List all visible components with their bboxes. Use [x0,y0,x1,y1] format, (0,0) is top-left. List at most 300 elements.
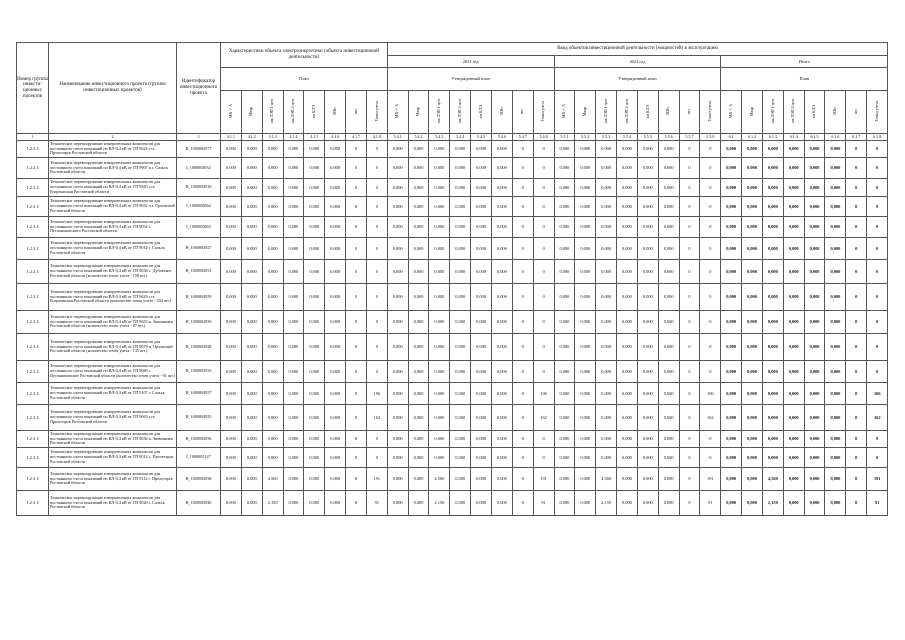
project-name-cell: Техническое перевооружение измерительных комплексов для постоянного счета показаний по ВЛ-0,4 кВ от ТП 9020 г. Сальск Ростовской области [49,491,177,516]
table-header [17,43,888,141]
value-cell: 0 [512,284,533,311]
value-cell: 0,000 [450,491,471,516]
value-cell: 0,000 [408,141,429,158]
column-number: 6.1.5 [804,134,825,141]
value-cell: 0,000 [825,197,846,217]
value-cell: 0,000 [783,431,804,448]
header-label: км КЛЭ [477,104,483,119]
value-cell: 0 [700,334,721,361]
value-cell: 0,000 [283,448,304,468]
value-cell: 0 [679,383,700,405]
header-label: Точки учета [540,101,546,122]
value-cell: 0 [700,361,721,383]
value-cell: 0,000 [721,217,742,238]
value-cell: 0,000 [554,311,575,334]
value-cell: 0 [533,361,554,383]
value-cell: 0,000 [408,284,429,311]
group-cell: 1.2.3.3 [17,217,49,238]
column-number: 6.1.8 [867,134,888,141]
value-cell: 0,000 [637,431,658,448]
value-cell: 0,000 [450,197,471,217]
column-number: 4.1.6 [325,134,346,141]
value-cell: 0 [679,179,700,197]
value-cell: 0,000 [721,238,742,260]
value-cell: 0,000 [783,405,804,431]
project-id-cell: H_1000004940 [177,491,221,516]
value-cell: 0 [366,361,387,383]
value-cell: 0,000 [617,405,638,431]
value-cell: 191 [533,468,554,491]
value-cell: 0,000 [762,217,783,238]
header-label: МВ×А [227,104,233,119]
value-cell: 0,000 [283,197,304,217]
value-cell: 0,000 [637,158,658,179]
value-cell: 0,000 [241,468,262,491]
project-id-cell: H_1000004938 [177,468,221,491]
value-cell: 0,000 [742,311,763,334]
unit-header [221,91,242,134]
value-cell: 0,000 [742,361,763,383]
value-cell: 0 [512,141,533,158]
value-cell: 0,000 [804,448,825,468]
column-number: 5.4.1 [387,134,408,141]
value-cell: 0,000 [325,383,346,405]
value-cell: 0,000 [429,334,450,361]
value-cell: 0,000 [617,260,638,284]
value-cell: 0 [679,448,700,468]
value-cell: 191 [867,468,888,491]
value-cell: 0,000 [221,141,242,158]
unit-header [658,91,679,134]
value-cell: 0 [533,179,554,197]
value-cell: 0 [512,383,533,405]
value-cell: 0,000 [408,334,429,361]
value-cell: 0,000 [304,179,325,197]
value-cell: 4,560 [429,468,450,491]
value-cell: 0,000 [762,284,783,311]
value-cell: 0,000 [658,334,679,361]
value-cell: 0,000 [471,405,492,431]
value-cell: 0,000 [221,238,242,260]
value-cell: 0,000 [221,197,242,217]
value-cell: 0,000 [325,405,346,431]
value-cell: 0,000 [471,141,492,158]
value-cell: 0 [679,260,700,284]
header-label: Точки учета [707,101,713,122]
project-name-cell: Техническое перевооружение измерительных комплексов для постоянного счета показаний по ВЛ-0,4 кВ от ТП 9624 г.ст. Пролетарск Ростовской области [49,141,177,158]
value-cell: 0,000 [221,468,242,491]
header-label: км ЛЭП 1-цеп [269,99,275,124]
value-cell: 0 [366,197,387,217]
column-number: 6.1 [721,134,742,141]
value-cell: 0,000 [262,179,283,197]
value-cell: 0 [867,311,888,334]
value-cell: 0,000 [804,468,825,491]
value-cell: 0 [867,260,888,284]
value-cell: 0,000 [804,260,825,284]
value-cell: 0,000 [617,383,638,405]
value-cell: 106 [867,383,888,405]
value-cell: 0 [366,260,387,284]
value-cell: 0,000 [637,448,658,468]
table-row [17,431,888,448]
value-cell: 0,000 [783,334,804,361]
value-cell: 0 [512,260,533,284]
value-cell: 0,000 [554,284,575,311]
value-cell: 0,000 [554,260,575,284]
value-cell: 0,000 [596,179,617,197]
header-label: МВт [665,107,671,116]
header-label: км КЛЭ [644,104,650,119]
value-cell: 0 [346,383,367,405]
value-cell: 0,000 [241,311,262,334]
column-number: 5.5.8 [700,134,721,141]
value-cell: 0,000 [325,431,346,448]
value-cell: 0,000 [325,197,346,217]
total-header: Итого [721,56,888,68]
value-cell: 0,000 [283,217,304,238]
value-cell: 0,000 [387,383,408,405]
value-cell: 0,000 [283,431,304,448]
value-cell: 0,000 [450,334,471,361]
value-cell: 0 [533,217,554,238]
value-cell: 0,000 [450,158,471,179]
value-cell: 0,000 [387,179,408,197]
group-cell: 1.2.3.3 [17,468,49,491]
value-cell: 0 [533,284,554,311]
value-cell: 0,000 [304,468,325,491]
value-cell: 0 [512,448,533,468]
value-cell: 0,000 [783,448,804,468]
value-cell: 0,000 [825,361,846,383]
column-number: 6.1.2 [742,134,763,141]
unit-header [575,91,596,134]
value-cell: 0,000 [491,284,512,311]
value-cell: 0 [679,238,700,260]
value-cell: 0 [700,284,721,311]
value-cell: 0,000 [429,158,450,179]
value-cell: 0,000 [325,491,346,516]
value-cell: 0,000 [325,334,346,361]
project-id-cell: H_1000004933 [177,361,221,383]
value-cell: 0,000 [429,431,450,448]
value-cell: 0,000 [721,334,742,361]
project-name-cell: Техническое перевооружение измерительных комплексов для постоянного счета показаний по ВЛ-0,4 кВ от ТП 9036 п. Зимовники Ростовской области [49,431,177,448]
value-cell: 0,000 [429,217,450,238]
group-cell: 1.2.3.3 [17,383,49,405]
value-cell: 0,000 [637,179,658,197]
value-cell: 0 [366,158,387,179]
value-cell: 0,000 [408,431,429,448]
value-cell: 0,000 [450,217,471,238]
value-cell: 0,000 [221,361,242,383]
unit-header [721,91,742,134]
header-label: км ЛЭП 1-цеп [436,99,442,124]
value-cell: 0,000 [325,361,346,383]
column-number: 5.5.6 [658,134,679,141]
value-cell: 0 [533,334,554,361]
value-cell: 0,000 [554,361,575,383]
value-cell: 0 [512,361,533,383]
value-cell: 0 [846,260,867,284]
table-row [17,179,888,197]
value-cell: 0,000 [429,284,450,311]
header-label: шт [686,109,692,114]
value-cell: 0,000 [637,468,658,491]
project-id-cell: H_1000004939 [177,284,221,311]
approved-plan-header: Утвержденный план [554,68,721,91]
unit-header [366,91,387,134]
project-id-cell: H_1000004928 [177,334,221,361]
value-cell: 0,000 [596,448,617,468]
value-cell: 0 [867,141,888,158]
value-cell: 0 [679,468,700,491]
value-cell: 0,000 [783,361,804,383]
plan-header: План [721,68,888,91]
value-cell: 0 [366,141,387,158]
value-cell: 0,000 [658,238,679,260]
value-cell: 0,000 [554,405,575,431]
value-cell: 0 [346,311,367,334]
value-cell: 0,000 [742,197,763,217]
header-label: Мвар [248,106,254,117]
value-cell: 0 [846,405,867,431]
unit-header [533,91,554,134]
value-cell: 0,000 [637,284,658,311]
unit-header [554,91,575,134]
unit-header [762,91,783,134]
value-cell: 0,000 [491,431,512,448]
value-cell: 0,000 [658,448,679,468]
value-cell: 0,000 [637,311,658,334]
value-cell: 0,000 [783,468,804,491]
value-cell: 0,000 [429,448,450,468]
project-id-header: Идентификатор инвестиционного проекта [177,43,221,134]
value-cell: 0,000 [658,217,679,238]
value-cell: 0,000 [742,405,763,431]
value-cell: 0,000 [304,141,325,158]
unit-header [867,91,888,134]
project-name-cell: Техническое перевооружение измерительных комплексов для постоянного счета показаний по ВЛ-0,4 кВ от ТП 9063 г.ст. Пролетарск Ростовской области [49,405,177,431]
value-cell: 0,000 [387,405,408,431]
value-cell: 0 [346,238,367,260]
value-cell: 4,560 [596,468,617,491]
header-label: шт [852,109,858,114]
header-label: км ЛЭП 2-цеп [290,99,296,124]
project-name-cell: Техническое перевооружение измерительных комплексов для постоянного счета показаний по ВЛ-0,4 кВ от ТП 9967 п.г. Сальск Ростовской области [49,158,177,179]
unit-header [742,91,763,134]
value-cell: 0,000 [429,311,450,334]
value-cell: 0,000 [825,238,846,260]
header-label: шт [352,109,358,114]
table-row [17,260,888,284]
value-cell: 0,000 [617,448,638,468]
value-cell: 0,000 [783,141,804,158]
value-cell: 0,000 [742,238,763,260]
value-cell: 0 [346,405,367,431]
value-cell: 0,000 [575,431,596,448]
value-cell: 0 [679,334,700,361]
value-cell: 0,000 [221,383,242,405]
unit-header [408,91,429,134]
table-row [17,361,888,383]
project-name-cell: Техническое перевооружение измерительных комплексов для постоянного счета показаний по ВЛ-0,4 кВ от ТП 9629 г.ст. Егорлыкская Ростовской области (количество точек учета - 204 шт.) [49,284,177,311]
group-cell: 1.2.3.3 [17,361,49,383]
value-cell: 0,000 [742,383,763,405]
group-cell: 1.2.3.3 [17,448,49,468]
value-cell: 0,000 [491,217,512,238]
value-cell: 0,000 [283,311,304,334]
value-cell: 0 [700,197,721,217]
column-number: 1 [17,134,49,141]
unit-header [471,91,492,134]
header-label: шт [519,109,525,114]
value-cell: 0,000 [450,431,471,448]
value-cell: 0 [867,197,888,217]
value-cell: 0,000 [783,179,804,197]
value-cell: 0,000 [617,361,638,383]
value-cell: 0,000 [721,260,742,284]
value-cell: 0,000 [241,383,262,405]
project-id-cell: H_1000004977 [177,141,221,158]
value-cell: 0,000 [596,405,617,431]
unit-header [325,91,346,134]
value-cell: 0,000 [617,491,638,516]
value-cell: 0,000 [658,383,679,405]
column-number: 5.5.3 [596,134,617,141]
value-cell: 0,000 [262,383,283,405]
value-cell: 162 [366,405,387,431]
value-cell: 0,000 [554,491,575,516]
value-cell: 0,000 [637,141,658,158]
unit-header [617,91,638,134]
value-cell: 0,000 [387,468,408,491]
table-row [17,217,888,238]
value-cell: 0,000 [283,238,304,260]
value-cell: 0,000 [241,448,262,468]
value-cell: 0 [346,217,367,238]
unit-header [804,91,825,134]
value-cell: 0,000 [304,334,325,361]
value-cell: 0,000 [617,141,638,158]
value-cell: 0 [846,383,867,405]
value-cell: 0,000 [783,284,804,311]
value-cell: 0,000 [491,468,512,491]
value-cell: 0,000 [491,141,512,158]
value-cell: 0,000 [658,405,679,431]
value-cell: 0 [846,491,867,516]
header-label: МВт [498,107,504,116]
value-cell: 0,000 [387,260,408,284]
value-cell: 0,000 [304,431,325,448]
value-cell: 0,000 [825,448,846,468]
value-cell: 0,000 [554,238,575,260]
value-cell: 0,000 [617,158,638,179]
project-id-cell: I_1000005147 [177,448,221,468]
unit-header [596,91,617,134]
value-cell: 0 [846,158,867,179]
value-cell: 0,000 [408,468,429,491]
value-cell: 0 [867,238,888,260]
value-cell: 0,000 [450,179,471,197]
table-row [17,197,888,217]
value-cell: 0 [679,405,700,431]
value-cell: 0,000 [408,260,429,284]
value-cell: 0,000 [742,491,763,516]
value-cell: 0,000 [637,491,658,516]
value-cell: 0,000 [658,431,679,448]
value-cell: 0,000 [575,197,596,217]
group-cell: 1.2.3.3 [17,311,49,334]
project-id-cell: H_1000004930 [177,311,221,334]
value-cell: 0,000 [762,197,783,217]
value-cell: 0 [533,141,554,158]
value-cell: 0,000 [825,405,846,431]
value-cell: 0,000 [596,311,617,334]
value-cell: 0,000 [804,491,825,516]
value-cell: 0,000 [429,383,450,405]
value-cell: 0,000 [804,361,825,383]
value-cell: 0,000 [450,238,471,260]
value-cell: 0,000 [450,260,471,284]
value-cell: 0,000 [325,311,346,334]
value-cell: 0 [846,334,867,361]
value-cell: 0 [846,311,867,334]
project-id-cell: I_1000005064 [177,197,221,217]
group-cell: 1.2.3.3 [17,141,49,158]
value-cell: 0,000 [491,311,512,334]
value-cell: 0,000 [325,260,346,284]
project-id-cell: H_1000004927 [177,238,221,260]
group-no-header: Номер группы инвести-ционных проектов [17,43,49,134]
value-cell: 0,000 [575,179,596,197]
header-label: МВ×А [561,104,567,119]
value-cell: 0,000 [575,383,596,405]
value-cell: 0,000 [408,448,429,468]
table-row [17,141,888,158]
value-cell: 0,000 [262,311,283,334]
value-cell: 0,000 [721,158,742,179]
value-cell: 0,000 [554,179,575,197]
value-cell: 0,000 [575,361,596,383]
value-cell: 0 [346,431,367,448]
column-number: 5.5.4 [617,134,638,141]
value-cell: 0,000 [575,238,596,260]
value-cell: 0,000 [491,179,512,197]
value-cell: 91 [533,491,554,516]
value-cell: 0,000 [471,334,492,361]
project-name-cell: Техническое перевооружение измерительных комплексов для постоянного счета показаний по ВЛ-0,4 кВ от ТП 9014 с. Пролетарск Ростовской области [49,448,177,468]
value-cell: 0,000 [471,238,492,260]
column-number: 4.1.8 [366,134,387,141]
value-cell: 0,000 [221,284,242,311]
value-cell: 0,000 [387,448,408,468]
approved-plan-header: Утвержденный план [387,68,554,91]
value-cell: 0,000 [637,334,658,361]
value-cell: 0 [533,431,554,448]
unit-header [283,91,304,134]
project-name-cell: Техническое перевооружение измерительных комплексов для постоянного счета показаний по ВЛ-0,4 кВ от ТП 9079 п. Орловский Ростовской области (количество точек учета - 135 шт.) [49,334,177,361]
value-cell: 0,000 [783,383,804,405]
value-cell: 2,150 [429,491,450,516]
value-cell: 0,000 [596,284,617,311]
value-cell: 0,000 [325,468,346,491]
value-cell: 0,000 [617,238,638,260]
table-body [17,141,888,516]
value-cell: 0,000 [241,334,262,361]
value-cell: 0,000 [721,284,742,311]
value-cell: 0,000 [221,260,242,284]
